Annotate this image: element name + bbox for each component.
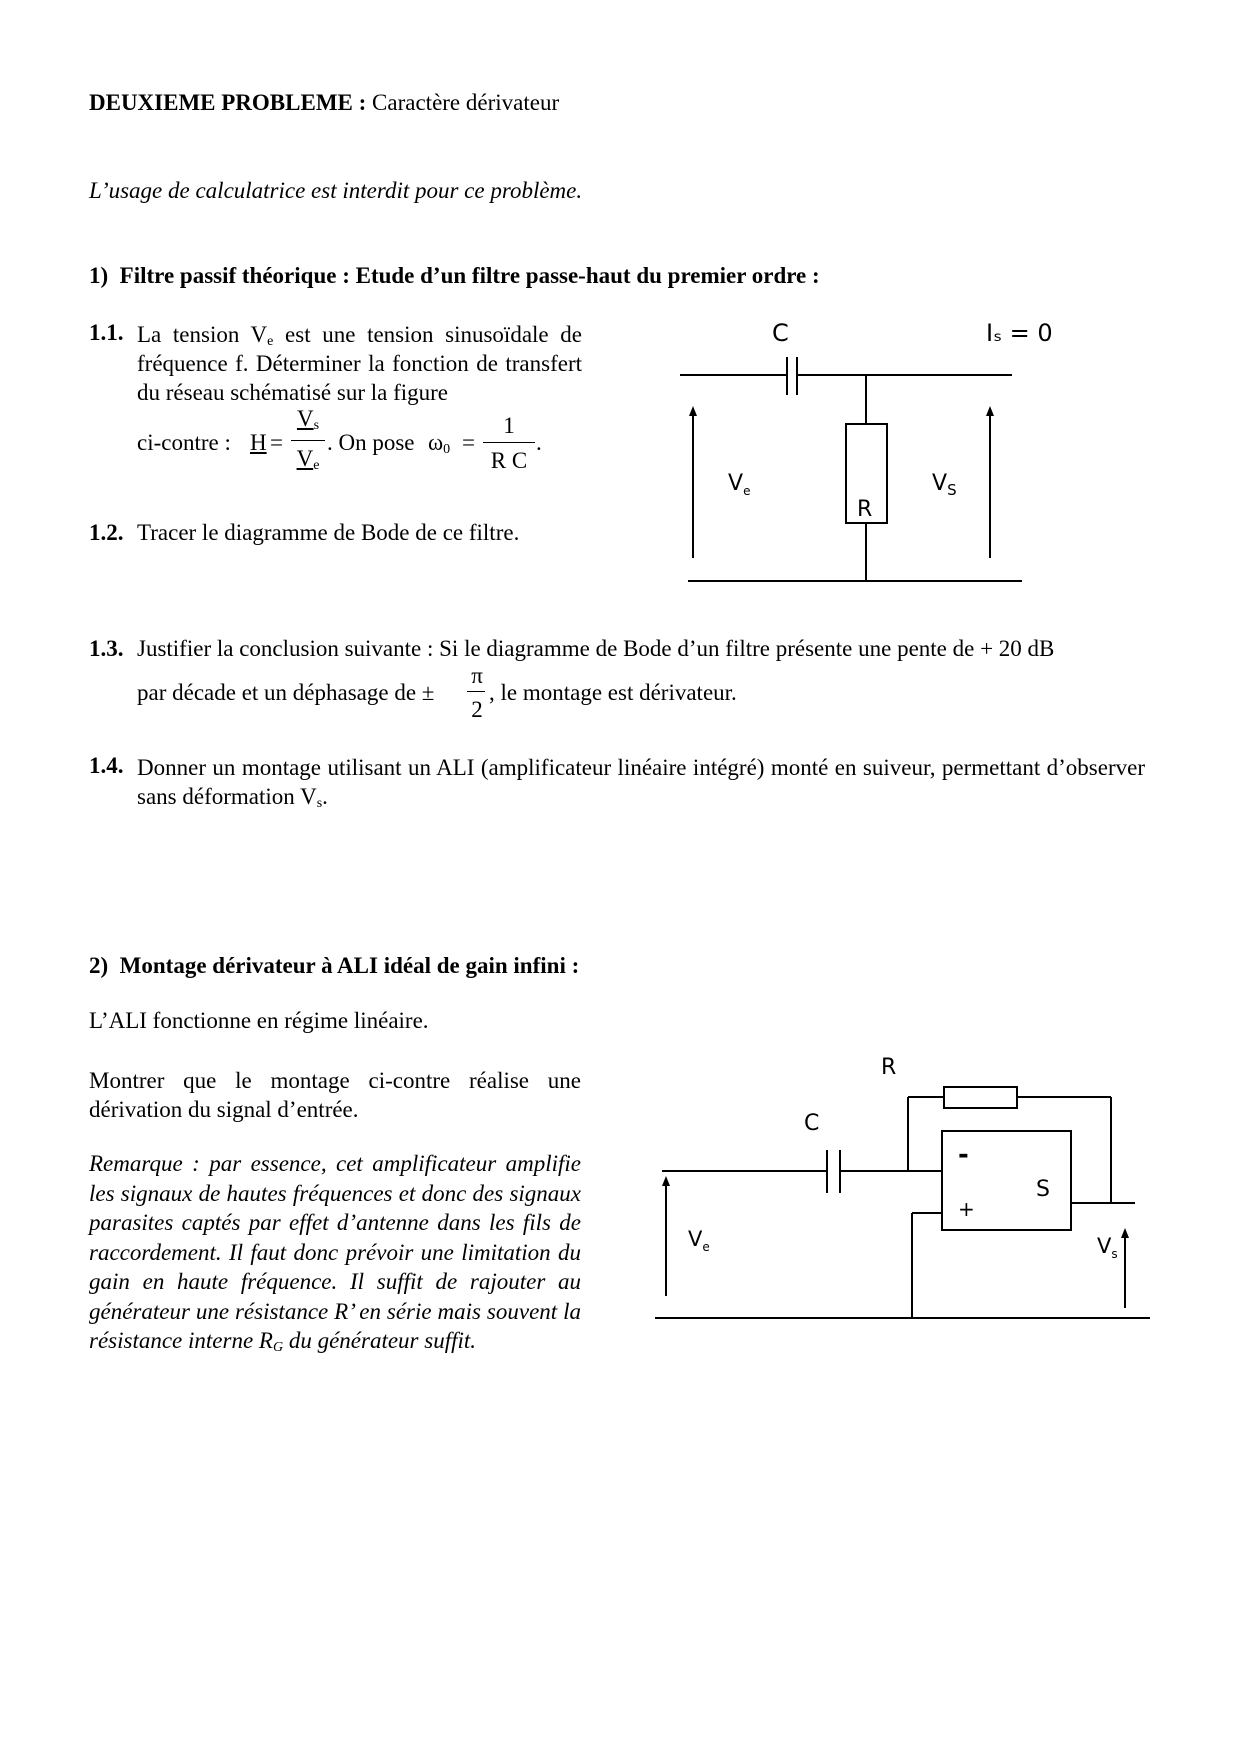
q1-4-sub: s [316, 796, 323, 811]
fraction-denominator-ve [293, 446, 323, 472]
fraction-denominator-rc: R C [490, 448, 528, 473]
vs-label [1097, 1234, 1118, 1261]
fraction-bar-omega [483, 442, 535, 443]
vs-label [932, 471, 957, 499]
q1-4-number: 1.4. [89, 753, 124, 778]
omega-sub: 0 [443, 442, 451, 457]
q1-2-text: Tracer le diagramme de Bode de ce filtre. [137, 520, 520, 545]
part1-heading: 1) Filtre passif théorique : Etude d’un filtre passe-haut du premier ordre : [89, 263, 820, 288]
fraction-numerator-vs [293, 406, 323, 432]
opamp-minus-sign: - [958, 1140, 969, 1170]
q1-1-number: 1.1. [89, 320, 124, 345]
ve-label-letter: V [688, 1227, 703, 1251]
part2-remark-end: du générateur suffit. [283, 1328, 477, 1353]
capacitor-label: C [804, 1111, 820, 1136]
q1-3-number: 1.3. [89, 636, 124, 661]
ve-label [688, 1227, 710, 1254]
ve-arrow-head [662, 1176, 670, 1186]
part2-p1: L’ALI fonctionne en régime linéaire. [89, 1008, 429, 1033]
ve-label-sub: e [702, 1240, 710, 1254]
q1-2-number: 1.2. [89, 520, 124, 545]
equals-sign-2: = [462, 430, 475, 455]
resistor-label: R [881, 1055, 897, 1080]
vs-label-sub: s [1111, 1247, 1118, 1261]
ve-label-letter: V [728, 471, 744, 496]
q1-3-line2a: par décade et un déphasage de ± [137, 680, 435, 705]
q1-4-text-main: Donner un montage utilisant un ALI (amplificateur linéaire intégré) monté en suiveur, permettant d’observer sans déformation V [137, 755, 1145, 809]
part2-remark-main: Remarque : par essence, cet amplificateur amplifie les signaux de hautes fréquences et donc des signaux parasites captés par effet d’antenne dans les fils de raccordement. Il faut donc prévoir une limitation du gain en haute fréquence. Il suffit de rajouter au générateur une résistance R’ en série mais souvent la résistance interne R [89, 1151, 581, 1353]
problem-title [89, 90, 559, 116]
q1-1-end-dot: . [536, 430, 542, 455]
part2-remark [89, 1149, 581, 1356]
rc-highpass-circuit [660, 310, 1060, 590]
problem-title-label: DEUXIEME PROBLEME : [89, 90, 367, 115]
vs-sub: s [313, 418, 320, 433]
fraction-bar-H [291, 440, 325, 441]
q1-4-end: . [322, 784, 328, 809]
feedback-resistor [944, 1087, 1017, 1108]
output-label: S [1036, 1177, 1050, 1202]
current-label: Iₛ = 0 [986, 319, 1053, 347]
ve-label-sub: e [743, 484, 751, 498]
transfer-function-H: H [250, 430, 267, 455]
q1-3-line1: Justifier la conclusion suivante : Si le diagramme de Bode d’un filtre présente une pente de + 20 dB [137, 636, 1055, 661]
q1-1-ve-sub: e [267, 334, 274, 349]
ve-arrow-head [689, 406, 697, 416]
fraction-numerator-one: 1 [503, 413, 515, 438]
vs-letter: V [296, 406, 314, 431]
calculator-notice: L’usage de calculatrice est interdit pour ce problème. [89, 178, 583, 203]
pi-numerator: π [471, 663, 483, 688]
ve-letter: V [296, 446, 314, 471]
capacitor-label: C [772, 319, 789, 347]
vs-label-letter: V [932, 471, 948, 496]
resistor-label: R [857, 497, 873, 522]
ve-label [728, 471, 750, 498]
q1-1-text-d: . On pose [327, 430, 415, 455]
fraction-bar-pi [467, 691, 485, 692]
problem-title-subtitle: Caractère dérivateur [372, 90, 560, 115]
q1-3-line2b: , le montage est dérivateur. [489, 680, 737, 705]
equals-sign: = [270, 430, 283, 455]
part2-remark-sub: G [272, 1340, 284, 1355]
q1-1-text-c: ci-contre : [137, 430, 231, 455]
q1-1-text-b: est une tension sinusoïdale de fréquence f. Déterminer la fonction de transfert du réseau schématisé sur la figure [137, 322, 582, 405]
ve-sub: e [313, 458, 320, 473]
vs-label-letter: V [1097, 1234, 1112, 1258]
omega-zero [428, 430, 450, 456]
pi-denominator: 2 [471, 697, 483, 722]
vs-arrow-head [986, 406, 994, 416]
opamp-plus-sign: + [958, 1197, 975, 1221]
part2-p2: Montrer que le montage ci-contre réalise une dérivation du signal d’entrée. [89, 1068, 581, 1122]
omega-letter: ω [428, 430, 444, 455]
part2-heading: 2) Montage dérivateur à ALI idéal de gain infini : [89, 953, 580, 978]
q1-4-text [137, 753, 1145, 811]
q1-1-text [137, 320, 582, 407]
vs-label-sub: S [947, 481, 957, 499]
q1-1-text-a: La tension V [137, 322, 268, 347]
opamp-differentiator-circuit [650, 1050, 1170, 1350]
vs-arrow-head [1121, 1228, 1129, 1238]
